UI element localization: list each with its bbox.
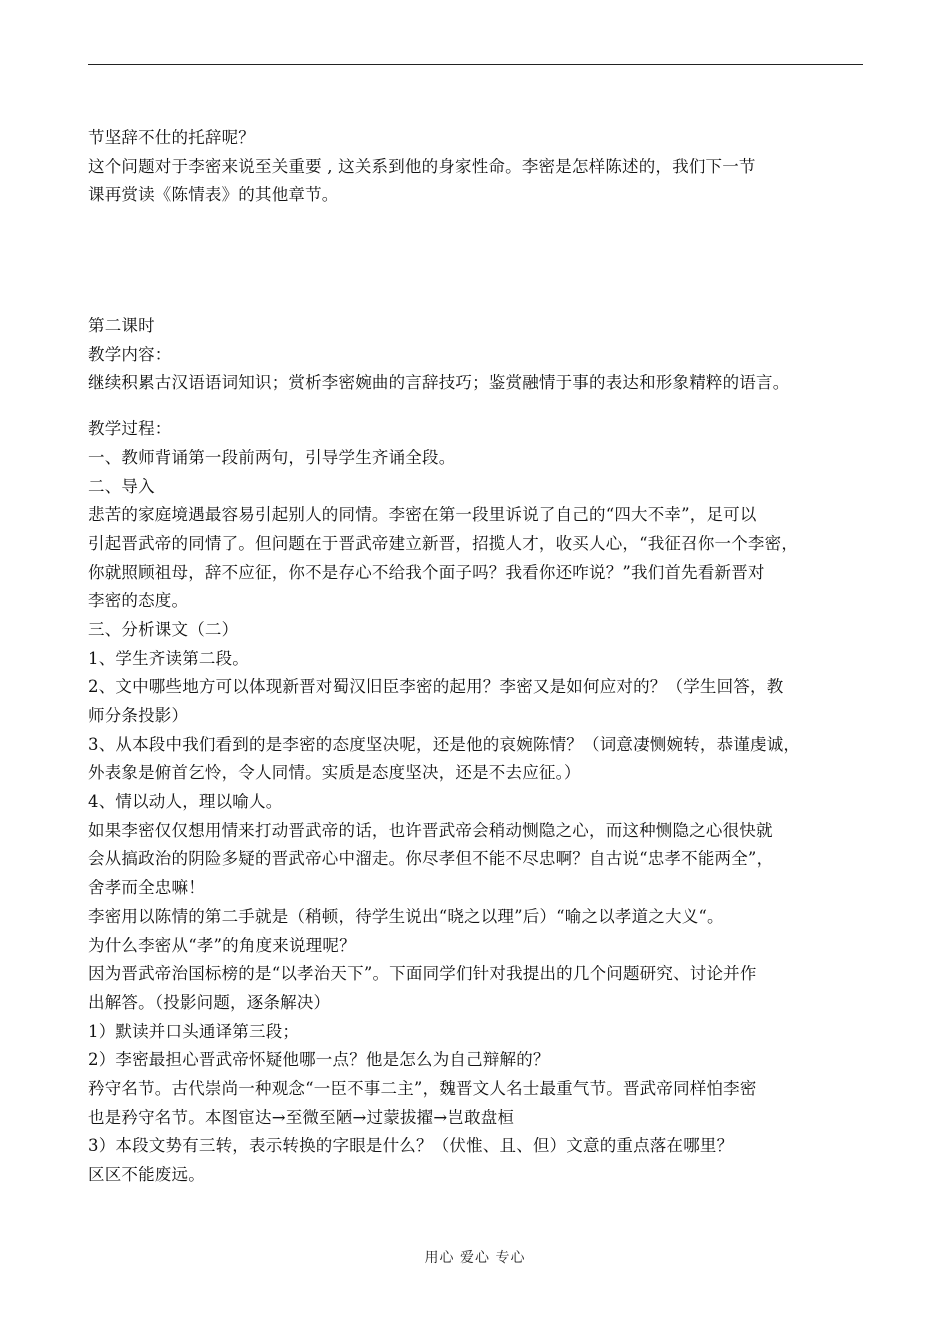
header-rule	[88, 64, 863, 65]
text-line: 会从搞政治的阴险多疑的晋武帝心中溜走。你尽孝但不能不尽忠啊？自古说“忠孝不能两全”，	[88, 849, 774, 869]
text-line: 出解答。（投影问题，逐条解决）	[88, 992, 331, 1012]
page-footer: 用心 爱心 专心	[424, 1250, 526, 1266]
text-line: 因为晋武帝治国标榜的是“以孝治天下”。下面同学们针对我提出的几个问题研究、讨论并作	[88, 964, 757, 984]
text-line: 李密用以陈情的第二手就是（稍顿，待学生说出“晓之以理”后）“喻之以孝道之大义“。	[88, 906, 724, 926]
lesson-heading: 第二课时	[88, 316, 155, 336]
text-line: 三、分析课文（二）	[88, 619, 239, 639]
text-line: 1、学生齐读第二段。	[88, 648, 249, 668]
section-label: 教学内容：	[88, 344, 172, 364]
text-line: 矜守名节。古代崇尚一种观念“一臣不事二主”，魏晋文人名士最重气节。晋武帝同样怕李密	[88, 1078, 757, 1098]
text-line: 外表象是俯首乞怜，令人同情。实质是态度坚决，还是不去应征。）	[88, 763, 581, 783]
text-line: 也是矜守名节。本图宦达→至微至陋→过蒙拔擢→岂敢盘桓	[88, 1107, 515, 1127]
text-line: 悲苦的家庭境遇最容易引起别人的同情。李密在第一段里诉说了自己的“四大不幸”，足可以	[88, 505, 757, 525]
blank-space	[88, 398, 878, 415]
blank-space	[88, 210, 878, 312]
text-line: 节坚辞不仕的托辞呢？	[88, 128, 255, 147]
text-line: 4、情以动人，理以喻人。	[88, 792, 283, 812]
text-line: 3、从本段中我们看到的是李密的态度坚决呢，还是他的哀婉陈情？（词意凄恻婉转，恭谨虔诚，	[88, 734, 801, 754]
section-label: 教学过程：	[88, 419, 172, 439]
text-line: 引起晋武帝的同情了。但问题在于晋武帝建立新晋，招揽人才，收买人心，“我征召你一个李密，	[88, 533, 799, 553]
text-line: 1）默读并口头通译第三段；	[88, 1021, 300, 1041]
text-line: 课再赏读《陈情表》的其他章节。	[88, 185, 339, 205]
text-line: 继续积累古汉语语词知识；赏析李密婉曲的言辞技巧；鉴赏融情于事的表达和形象精粹的语言。	[88, 373, 790, 393]
body-text	[88, 124, 878, 1190]
text-line: 师分条投影）	[88, 706, 189, 725]
text-line: 二、导入	[88, 476, 155, 496]
text-line: 3）本段文势有三转，表示转换的字眼是什么？（伏惟、且、但）文意的重点落在哪里？	[88, 1136, 734, 1156]
text-line: 李密的态度。	[88, 591, 189, 611]
text-line: 2、文中哪些地方可以体现新晋对蜀汉旧臣李密的起用？李密又是如何应对的？（学生回答，教	[88, 677, 784, 697]
text-line: 为什么李密从“孝”的角度来说理呢？	[88, 935, 356, 955]
text-line: 2）李密最担心晋武帝怀疑他哪一点？他是怎么为自己辩解的？	[88, 1050, 550, 1070]
text-line: 如果李密仅仅想用情来打动晋武帝的话，也许晋武帝会稍动恻隐之心，而这种恻隐之心很快就	[88, 820, 773, 840]
text-line: 你就照顾祖母，辞不应征，你不是存心不给我个面子吗？我看你还咋说？”我们首先看新晋对	[88, 562, 765, 582]
text-line: 一、教师背诵第一段前两句，引导学生齐诵全段。	[88, 447, 456, 467]
text-line: 区区不能废远。	[88, 1165, 205, 1184]
text-line: 这个问题对于李密来说至关重要 , 这关系到他的身家性命。李密是怎样陈述的，我们下一节	[88, 156, 756, 176]
text-line: 舍孝而全忠嘛！	[88, 878, 205, 898]
